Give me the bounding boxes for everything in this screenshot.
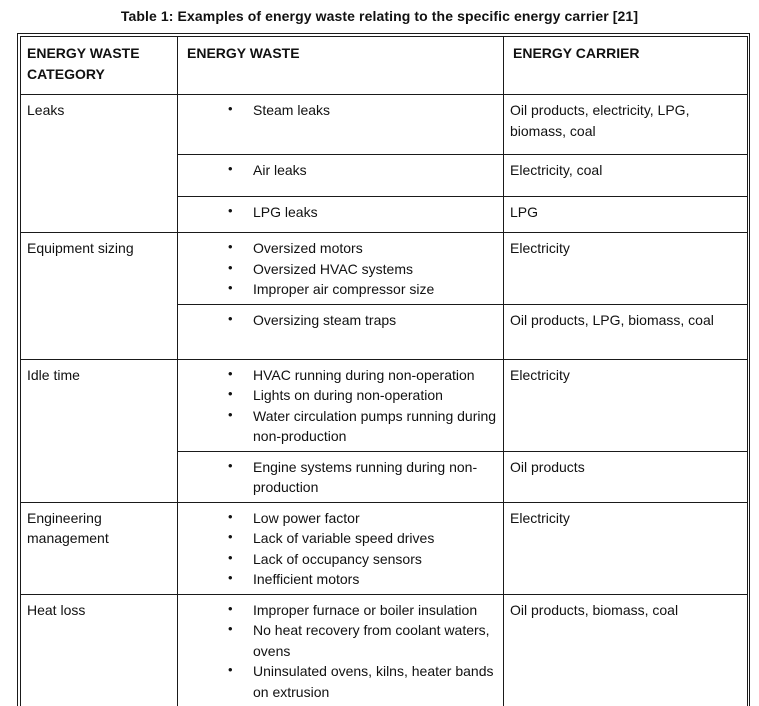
bullet-icon: • [228,365,233,381]
carrier-cell: Oil products [504,451,748,502]
table-outer-border [17,33,750,706]
table-row [21,233,748,305]
waste-item-label: Improper air compressor size [253,281,435,297]
table-caption: Table 1: Examples of energy waste relating to the specific energy carrier [21] [120,8,639,24]
waste-item-label: LPG leaks [253,204,318,220]
bullet-icon: • [228,570,233,585]
bullet-icon: • [228,549,233,565]
waste-item [184,238,497,259]
bullet-icon: • [228,529,233,544]
energy-waste-table [20,36,748,706]
bullet-icon: • [228,600,233,616]
waste-item [184,569,497,590]
bullet-icon: • [228,508,233,524]
column-header-energy-carrier: ENERGY CARRIER [504,37,748,95]
bullet-icon: • [228,203,233,218]
waste-item [184,160,497,181]
waste-item-label: Low power factor [253,509,360,526]
waste-cell [178,155,504,197]
waste-item [184,600,497,621]
carrier-cell: Electricity [504,233,748,305]
column-header-energy-waste: ENERGY WASTE [178,37,504,95]
category-cell-equipment-sizing: Equipment sizing [21,233,178,360]
bullet-icon: • [228,386,233,401]
table-row [21,359,748,451]
waste-item [184,385,497,406]
waste-item-label: Improper furnace or boiler insulation [253,601,478,618]
bullet-icon: • [228,457,233,473]
waste-item [184,457,497,498]
carrier-cell: Electricity [504,502,748,594]
carrier-cell: Electricity, coal [504,155,748,197]
waste-item-label: HVAC running during non-operation [253,366,475,383]
waste-item-label: Oversizing steam traps [253,311,397,328]
bullet-icon: • [228,239,233,254]
table-row [21,95,748,155]
table-row [21,502,748,594]
waste-item [184,406,497,447]
category-cell-engineering-management: Engineering management [21,502,178,594]
waste-item [184,365,497,386]
waste-cell [178,95,504,155]
bullet-icon: • [228,101,233,116]
waste-item [184,508,497,529]
category-cell-idle-time: Idle time [21,359,178,502]
waste-item-label: Engine systems running during non-production [253,458,478,495]
bullet-icon: • [228,259,233,275]
table-row [21,594,748,706]
waste-item-label: Lack of occupancy sensors [253,550,422,567]
waste-item [184,661,497,702]
waste-item [184,100,497,121]
bullet-icon: • [228,406,233,422]
waste-item-label: Uninsulated ovens, kilns, heater bands on extrusion [253,663,494,700]
column-header-energy-waste-category: ENERGY WASTE CATEGORY [21,37,178,95]
waste-cell [178,304,504,359]
waste-item-label: Inefficient motors [253,571,360,587]
waste-item-label: Lack of variable speed drives [253,530,435,546]
waste-item-label: Oversized motors [253,240,363,256]
waste-cell [178,502,504,594]
bullet-icon: • [228,161,233,176]
waste-cell [178,451,504,502]
waste-item [184,279,497,300]
category-cell-heat-loss: Heat loss [21,594,178,706]
waste-item-label: Water circulation pumps running during non-production [253,407,497,444]
waste-item-label: Oversized HVAC systems [253,260,413,277]
category-cell-leaks: Leaks [21,95,178,233]
carrier-cell: LPG [504,197,748,233]
waste-item-label: Air leaks [253,162,307,178]
bullet-icon: • [228,662,233,677]
waste-item [184,202,497,223]
bullet-icon: • [228,280,233,295]
waste-item-label: Lights on during non-operation [253,387,443,403]
waste-cell [178,359,504,451]
bullet-icon: • [228,310,233,326]
waste-item [184,620,497,661]
waste-item [184,528,497,549]
waste-item-label: No heat recovery from coolant waters, ovens [253,622,490,659]
waste-cell [178,594,504,706]
waste-item [184,259,497,280]
waste-item [184,549,497,570]
waste-cell [178,233,504,305]
bullet-icon: • [228,621,233,636]
waste-item-label: Steam leaks [253,102,331,118]
waste-item [184,310,497,331]
waste-cell [178,197,504,233]
carrier-cell: Oil products, electricity, LPG, biomass, coal [504,95,748,155]
table-header-row [21,37,748,95]
carrier-cell: Electricity [504,359,748,451]
carrier-cell: Oil products, LPG, biomass, coal [504,304,748,359]
carrier-cell: Oil products, biomass, coal [504,594,748,706]
